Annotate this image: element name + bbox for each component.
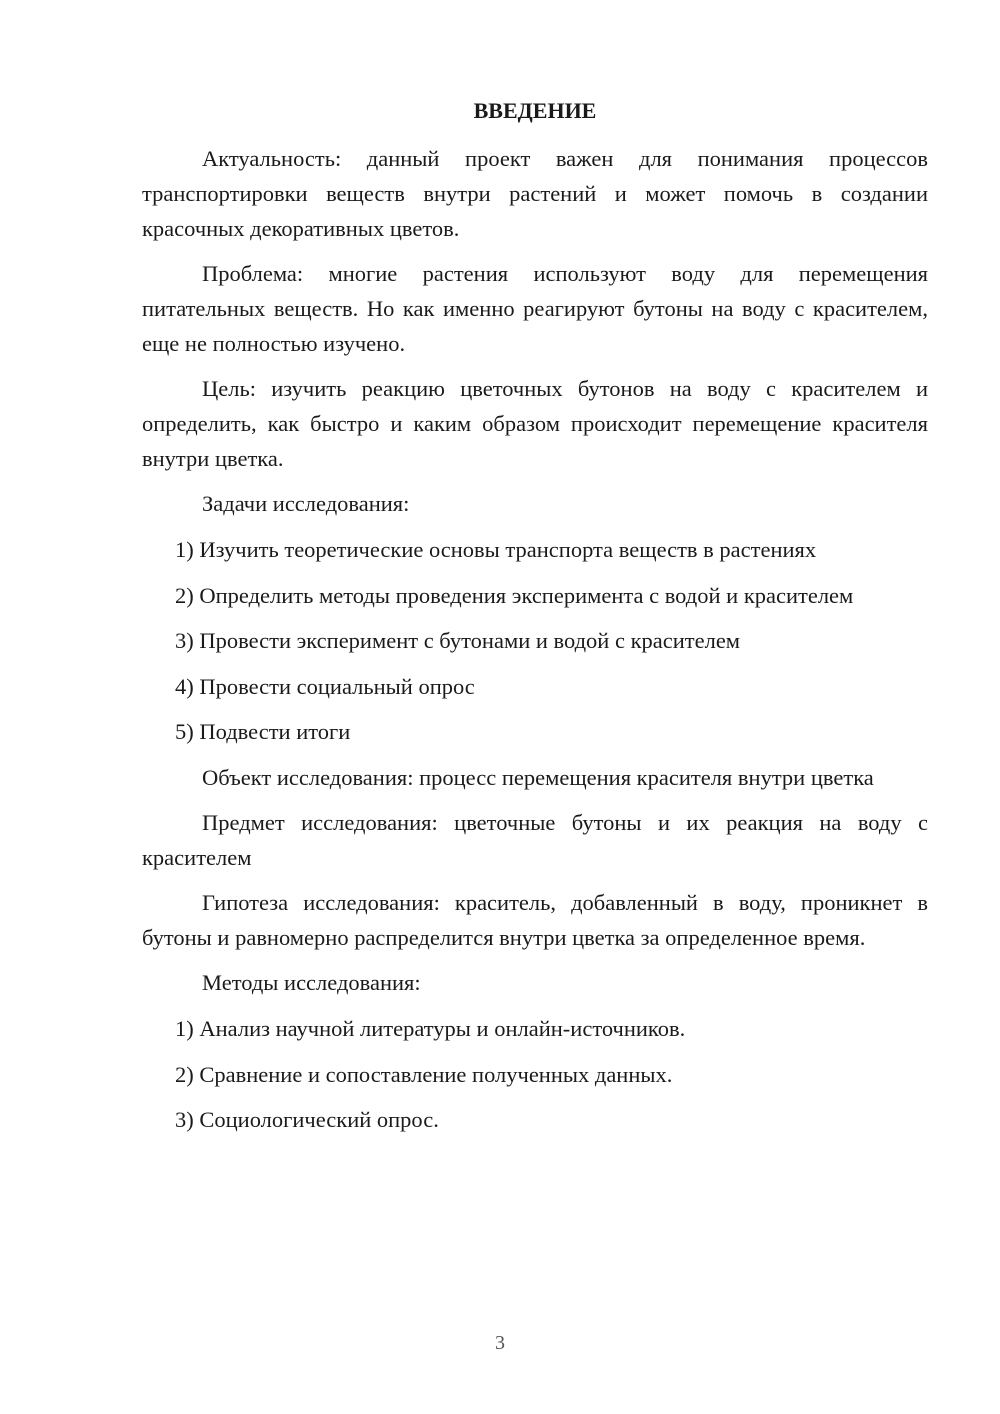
hypothesis-paragraph: Гипотеза исследования: краситель, добавленный в воду, проникнет в бутоны и равномерно распределится внутри цветка за определенное время. [142, 890, 928, 950]
task-item: 2) Определить методы проведения эксперимента с водой и красителем [175, 582, 854, 608]
goal-paragraph: Цель: изучить реакцию цветочных бутонов на воду с красителем и определить, как быстро и каким образом происходит перемещение красителя внутри цветка. [142, 376, 928, 471]
tasks-list [142, 532, 928, 749]
document-page [142, 96, 928, 1148]
task-item: 3) Провести эксперимент с бутонами и водой с красителем [175, 628, 741, 653]
task-item: 1) Изучить теоретические основы транспорта веществ в растениях [175, 537, 817, 562]
task-item: 5) Подвести итоги [175, 719, 351, 744]
tasks-label: Задачи исследования: [202, 491, 410, 516]
method-item: 2) Сравнение и сопоставление полученных данных. [175, 1061, 673, 1087]
subject-paragraph: Предмет исследования: цветочные бутоны и их реакция на воду с красителем [142, 810, 928, 870]
methods-list [142, 1011, 928, 1137]
method-item: 3) Социологический опрос. [175, 1107, 439, 1132]
section-heading: ВВЕДЕНИЕ [473, 98, 597, 123]
task-item: 4) Провести социальный опрос [175, 673, 475, 699]
page-number: 3 [495, 1332, 505, 1354]
object-paragraph: Объект исследования: процесс перемещения красителя внутри цветка [202, 765, 874, 790]
methods-label: Методы исследования: [202, 970, 421, 995]
method-item: 1) Анализ научной литературы и онлайн-источников. [175, 1016, 686, 1041]
problem-paragraph: Проблема: многие растения используют воду для перемещения питательных веществ. Но как именно реагируют бутоны на воду с красителем, еще не полностью изучено. [142, 261, 928, 356]
relevance-paragraph: Актуальность: данный проект важен для понимания процессов транспортировки веществ внутри растений и может помочь в создании красочных декоративных цветов. [142, 146, 928, 241]
